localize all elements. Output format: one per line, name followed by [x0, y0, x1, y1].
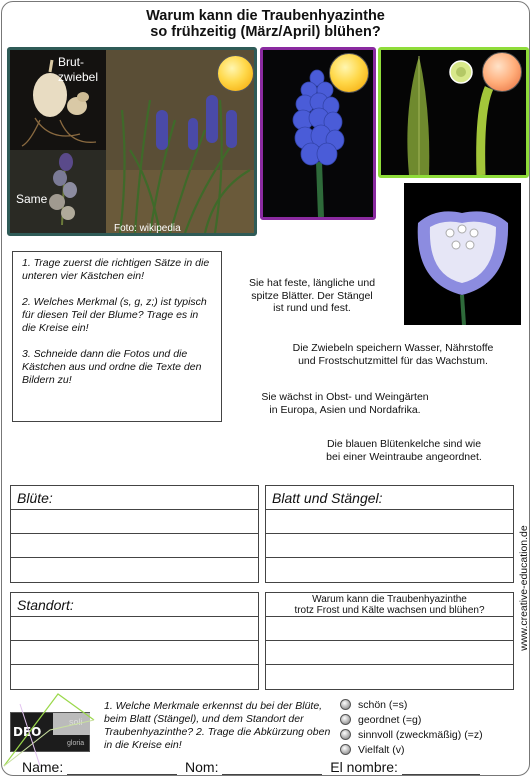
legend: [340, 697, 483, 757]
photo-credit: Foto: wikipedia: [114, 223, 181, 234]
photo-flower-spike: [260, 47, 376, 220]
photo-group-bulb-and-plants: [7, 47, 257, 236]
instruction-step-1: 1. Trage zuerst die richtigen Sätze in die unteren vier Kästchen ein!: [22, 257, 210, 282]
side-credit: www.creative-education.de: [518, 525, 530, 651]
bullet-icon: [340, 714, 351, 725]
legend-item: geordnet (=g): [340, 712, 483, 727]
footer-question: 1. Welche Merkmale erkennst du bei der Blüte, beim Blatt (Stängel), und dem Standort der Traubenhyazinthe? 2. Trage die Abkürzung oben in die Kreise ein!: [104, 700, 331, 751]
photo-flower-closeup: [404, 183, 521, 325]
answer-box-flower[interactable]: [10, 485, 259, 583]
answer-line[interactable]: [266, 617, 513, 641]
legend-item: Vielfalt (v): [340, 742, 483, 757]
answer-box-leaf-stem-title: Blatt und Stängel:: [266, 486, 513, 510]
answer-line[interactable]: [266, 641, 513, 665]
photo-leaf-and-stem: [378, 47, 529, 178]
label-seed: Same: [16, 192, 48, 206]
nombre-input-line[interactable]: [402, 761, 480, 775]
answer-box-habitat-title: Standort:: [11, 593, 258, 617]
bullet-icon: [340, 744, 351, 755]
flower-closeup-image: [404, 183, 521, 325]
answer-line[interactable]: [11, 665, 258, 689]
bullet-icon: [340, 699, 351, 710]
bullet-icon: [340, 729, 351, 740]
answer-box-habitat[interactable]: [10, 592, 259, 690]
statement-flower[interactable]: Die blauen Blütenkelche sind wie bei einer Weintraube angeordnet.: [326, 438, 482, 463]
name-fields: [22, 759, 480, 775]
answer-box-question-title: Warum kann die Traubenhyazinthe trotz Frost und Kälte wachsen und blühen?: [266, 593, 513, 617]
statement-leaves[interactable]: Sie hat feste, längliche und spitze Blätter. Der Stängel ist rund und fest.: [248, 277, 376, 314]
answer-line[interactable]: [266, 665, 513, 689]
logo-triangle-lines: [0, 690, 100, 770]
answer-line[interactable]: [11, 534, 258, 558]
feature-circle[interactable]: [482, 52, 522, 92]
statement-bulb[interactable]: Die Zwiebeln speichern Wasser, Nährstoffe und Frostschutzmittel für das Wachstum.: [292, 342, 494, 367]
name-label: Name:: [22, 759, 64, 775]
answer-box-flower-title: Blüte:: [11, 486, 258, 510]
answer-box-question[interactable]: [265, 592, 514, 690]
nom-input-line[interactable]: [222, 761, 322, 775]
instruction-step-2: 2. Welches Merkmal (s, g, z;) ist typisch für diesen Teil der Blume? Trage es in die Kreise ein!: [22, 296, 207, 334]
answer-line[interactable]: [266, 510, 513, 534]
label-brood-bulb: Brut- zwiebel: [58, 55, 99, 84]
page-title: Warum kann die Traubenhyazinthe so frühzeitig (März/April) blühen?: [146, 8, 385, 40]
instructions-box: [12, 251, 222, 422]
statement-habitat[interactable]: Sie wächst in Obst- und Weingärten in Europa, Asien und Nordafrika.: [261, 391, 429, 416]
answer-line[interactable]: [11, 558, 258, 582]
feature-circle[interactable]: [329, 53, 369, 93]
answer-box-leaf-stem[interactable]: [265, 485, 514, 583]
answer-line[interactable]: [266, 534, 513, 558]
feature-circle[interactable]: [217, 55, 254, 92]
nom-label: Nom:: [185, 759, 219, 775]
nombre-label: El nombre:: [330, 759, 398, 775]
answer-line[interactable]: [11, 641, 258, 665]
legend-item: schön (=s): [340, 697, 483, 712]
instruction-step-3: 3. Schneide dann die Fotos und die Kästchen aus und ordne die Texte den Bildern zu!: [22, 348, 202, 386]
name-input-line[interactable]: [67, 761, 177, 775]
answer-line[interactable]: [266, 558, 513, 582]
legend-item: sinnvoll (zweckmäßig) (=z): [340, 727, 483, 742]
deo-logo: DEO soli gloria: [10, 712, 90, 752]
answer-line[interactable]: [11, 510, 258, 534]
answer-line[interactable]: [11, 617, 258, 641]
